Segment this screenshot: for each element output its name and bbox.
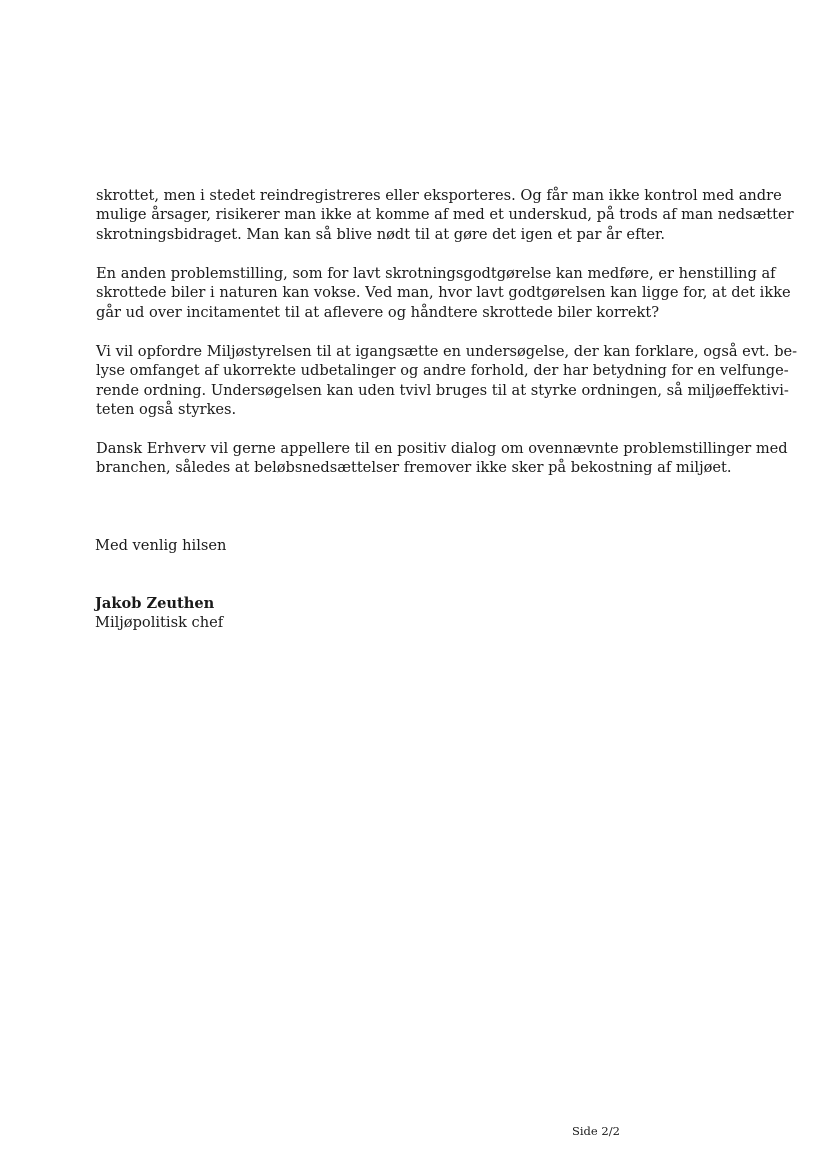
paragraph-line: går ud over incitamentet til at aflevere og håndtere skrottede biler korrekt? — [96, 303, 660, 321]
paragraph-line: skrottet, men i stedet reindregistreres eller eksporteres. Og får man ikke kontrol med andre — [96, 187, 782, 204]
paragraph-line: En anden problemstilling, som for lavt skrotningsgodtgørelse kan medføre, er henstilling af — [96, 265, 776, 282]
closing-salutation: Med venlig hilsen — [95, 537, 227, 554]
paragraph-line: lyse omfanget af ukorrekte udbetalinger og andre forhold, der har betydning for en velfunge- — [96, 362, 789, 380]
paragraph-line: Dansk Erhverv vil gerne appellere til en positiv dialog om ovennævnte problemstillinger med — [96, 440, 788, 457]
signatory-title: Miljøpolitisk chef — [95, 614, 224, 631]
paragraph-line: skrottede biler i naturen kan vokse. Ved man, hvor lavt godtgørelsen kan ligge for, at det ikke — [96, 284, 791, 302]
paragraph-line: rende ordning. Undersøgelsen kan uden tvivl bruges til at styrke ordningen, så miljøeffektivi- — [96, 381, 789, 399]
paragraph-line: skrotningsbidraget. Man kan så blive nødt til at gøre det igen et par år efter. — [96, 225, 665, 243]
paragraph-abandoned-cars — [96, 264, 791, 322]
paragraph-dialogue — [96, 439, 788, 478]
signatory-name: Jakob Zeuthen — [95, 595, 215, 612]
paragraph-line: branchen, således at beløbsnedsættelser fremover ikke sker på bekostning af miljøet. — [96, 459, 732, 477]
page-number: Side 2/2 — [572, 1124, 620, 1138]
paragraph-line: teten også styrkes. — [96, 400, 237, 418]
paragraph-reregistration — [96, 186, 794, 244]
paragraph-investigation — [96, 342, 798, 419]
paragraph-line: mulige årsager, risikerer man ikke at komme af med et underskud, på trods af man nedsætter — [96, 206, 794, 224]
paragraph-line: Vi vil opfordre Miljøstyrelsen til at igangsætte en undersøgelse, der kan forklare, også evt. be- — [96, 343, 798, 360]
signature-block — [95, 594, 223, 632]
